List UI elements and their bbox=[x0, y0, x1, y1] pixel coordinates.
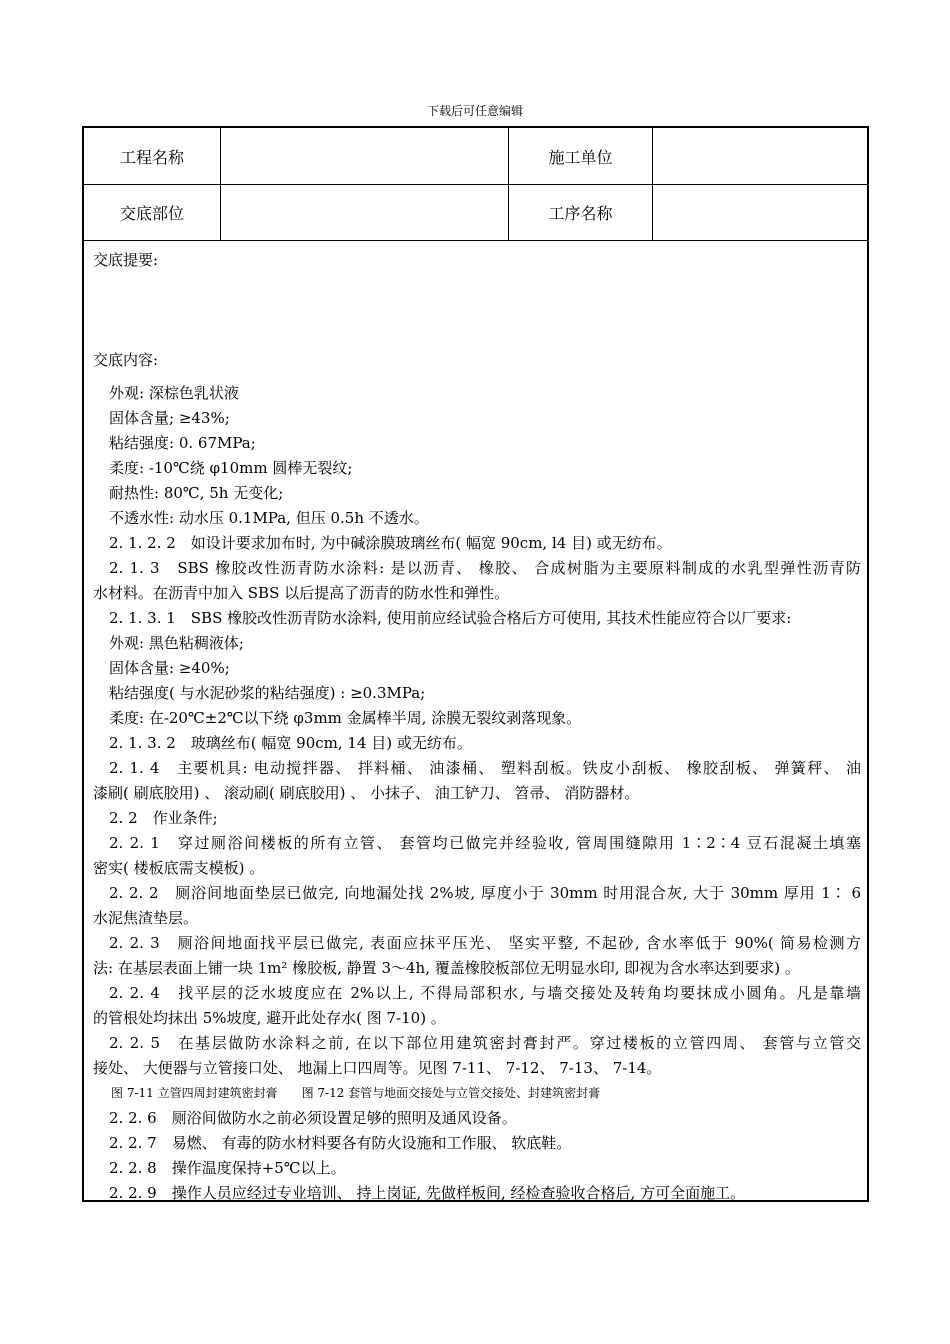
content-line: 粘结强度( 与水泥砂浆的粘结强度) : ≥0.3MPa; bbox=[109, 684, 426, 702]
content-line: 外观: 黑色粘稠液体; bbox=[109, 634, 244, 652]
construction-unit-label: 施工单位 bbox=[509, 128, 653, 184]
handover-form bbox=[82, 126, 869, 1202]
content-line: 2. 2 作业条件; bbox=[109, 809, 218, 827]
content-line: 漆刷( 刷底胶用) 、 滚动刷( 刷底胶用) 、 小抹子、 油工铲刀、 笤帚、 消防器材。 bbox=[93, 784, 640, 802]
content-line: 图 7-11 立管四周封建筑密封膏 图 7-12 套管与地面交接处与立管交接处、封建筑密封膏 bbox=[111, 1086, 601, 1100]
content-lines bbox=[93, 381, 861, 1206]
content-line: 水材料。在沥青中加入 SBS 以后提高了沥青的防水性和弹性。 bbox=[93, 584, 510, 602]
content-line: 2. 1. 2. 2 如设计要求加布时, 为中碱涂膜玻璃丝布( 幅宽 90cm, l4 目) 或无纺布。 bbox=[109, 534, 672, 552]
content-line: 2. 1. 3. 2 玻璃丝布( 幅宽 90cm, 14 目) 或无纺布。 bbox=[109, 734, 472, 752]
project-name-label: 工程名称 bbox=[84, 128, 221, 184]
content-line: 2. 1. 3. 1 SBS 橡胶改性沥青防水涂料, 使用前应经试验合格后方可使用, 其技术性能应符合以厂要求: bbox=[109, 609, 792, 627]
content-line: 2. 2. 5 在基层做防水涂料之前, 在以下部位用建筑密封膏封严。穿过楼板的立管四周、 套管与立管交 bbox=[109, 1034, 861, 1052]
content-line: 2. 2. 2 厕浴间地面垫层已做完, 向地漏处找 2%坡, 厚度小于 30mm 时用混合灰, 大于 30mm 厚用 1∶ 6 bbox=[109, 884, 861, 902]
content-line: 外观: 深棕色乳状液 bbox=[109, 384, 239, 402]
content-line: 2. 2. 6 厕浴间做防水之前必须设置足够的照明及通风设备。 bbox=[109, 1109, 517, 1127]
process-name-field[interactable] bbox=[653, 184, 867, 240]
content-line: 2. 2. 9 操作人员应经过专业培训、 持上岗证, 先做样板间, 经检查验收合格后, 方可全面施工。 bbox=[109, 1184, 746, 1202]
content-line: 耐热性: 80℃, 5h 无变化; bbox=[109, 484, 284, 502]
content-line: 柔度: -10℃绕 φ10mm 圆棒无裂纹; bbox=[109, 459, 353, 477]
content-line: 接处、 大便器与立管接口处、 地漏上口四周等。见图 7-11、 7-12、 7-13、 7-14。 bbox=[93, 1059, 662, 1077]
handover-location-label: 交底部位 bbox=[84, 184, 221, 240]
content-line: 2. 2. 8 操作温度保持+5℃以上。 bbox=[109, 1159, 346, 1177]
form-row-2 bbox=[84, 184, 867, 241]
content-line: 水泥焦渣垫层。 bbox=[93, 909, 199, 927]
construction-unit-field[interactable] bbox=[653, 128, 867, 184]
process-name-label: 工序名称 bbox=[509, 184, 653, 240]
content-line: 粘结强度: 0. 67MPa; bbox=[109, 434, 256, 452]
content-line: 的管根处均抹出 5%坡度, 避开此处存水( 图 7-10) 。 bbox=[93, 1009, 446, 1027]
content-line: 柔度: 在-20℃±2℃以下绕 φ3mm 金属棒半周, 涂膜无裂纹剥落现象。 bbox=[109, 709, 582, 727]
handover-location-field[interactable] bbox=[221, 184, 509, 240]
content-line: 法: 在基层表面上铺一块 1m² 橡胶板, 静置 3～4h, 覆盖橡胶板部位无明显水印, 即视为含水率达到要求) 。 bbox=[93, 959, 800, 977]
content-line: 2. 2. 3 厕浴间地面找平层已做完, 表面应抹平压光、 坚实平整, 不起砂, 含水率低于 90%( 简易检测方 bbox=[109, 934, 861, 952]
content-line: 2. 2. 4 找平层的泛水坡度应在 2%以上, 不得局部积水, 与墙交接处及转角均要抹成小圆角。凡是靠墙 bbox=[109, 984, 861, 1002]
summary-label: 交底提要: bbox=[93, 251, 159, 269]
content-line: 固体含量; ≥43%; bbox=[109, 409, 230, 427]
content-line: 2. 2. 1 穿过厕浴间楼板的所有立管、 套管均已做完并经验收, 管周围缝隙用 1∶2∶4 豆石混凝土填塞 bbox=[109, 834, 861, 852]
project-name-field[interactable] bbox=[221, 128, 509, 184]
content-label: 交底内容: bbox=[93, 351, 159, 369]
content-line: 2. 2. 7 易燃、 有毒的防水材料要各有防火设施和工作服、 软底鞋。 bbox=[109, 1134, 572, 1152]
content-line: 密实( 楼板底需支模板) 。 bbox=[93, 859, 265, 877]
content-line: 固体含量: ≥40%; bbox=[109, 659, 230, 677]
form-row-1 bbox=[84, 128, 867, 185]
content-line: 2. 1. 3 SBS 橡胶改性沥青防水涂料: 是以沥青、 橡胶、 合成树脂为主要原料制成的水乳型弹性沥青防 bbox=[109, 559, 861, 577]
content-line: 不透水性: 动水压 0.1MPa, 但压 0.5h 不透水。 bbox=[109, 509, 429, 527]
content-line: 2. 1. 4 主要机具: 电动搅拌器、 拌料桶、 油漆桶、 塑料刮板。铁皮小刮板、 橡胶刮板、 弹簧秤、 油 bbox=[109, 759, 861, 777]
header-note: 下载后可任意编辑 bbox=[426, 104, 523, 118]
